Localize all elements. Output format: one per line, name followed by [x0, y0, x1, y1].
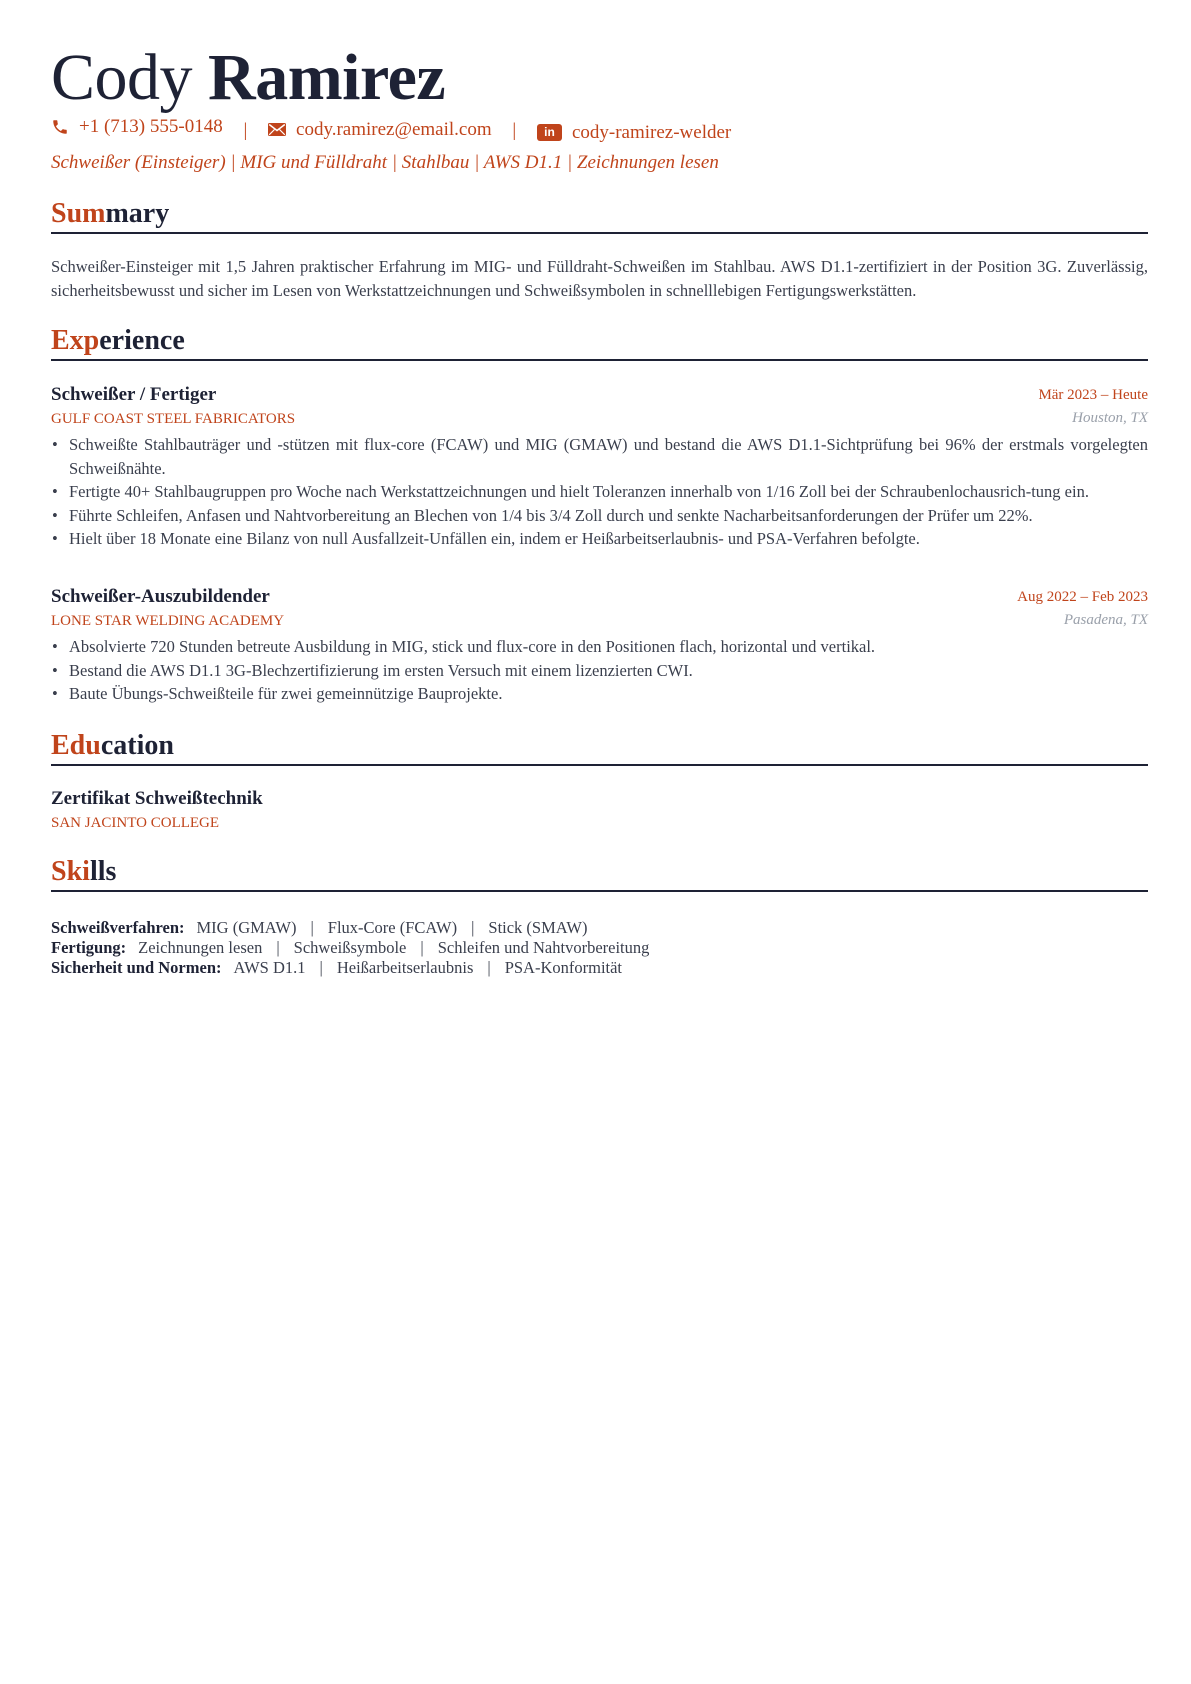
skill-item: AWS D1.1 [233, 958, 306, 977]
heading-accent: Exp [51, 325, 100, 356]
job-company: GULF COAST STEEL FABRICATORS [51, 411, 296, 427]
heading-accent: Edu [51, 730, 101, 761]
skill-separator: | [319, 958, 323, 977]
heading-rest: mary [105, 198, 170, 229]
tagline: Schweißer (Einsteiger) | MIG und Fülldraht | Stahlbau | AWS D1.1 | Zeichnungen lesen [51, 152, 719, 173]
list-item: • Bestand die AWS D1.1 3G-Blechzertifizierung im ersten Versuch mit einem lizenzierten CWI. [51, 659, 1148, 683]
list-item: • Absolvierte 720 Stunden betreute Ausbildung in MIG, stick und flux-core in den Positionen flach, horizontal und vertikal. [51, 635, 1148, 659]
section-heading-education [51, 728, 1148, 766]
job-dates: Aug 2022 – Feb 2023 [1017, 589, 1148, 605]
linkedin-icon: in [537, 124, 562, 141]
email-text: cody.ramirez@email.com [296, 118, 492, 140]
skill-row [51, 938, 1148, 958]
job-bullets [51, 433, 1148, 551]
mail-icon [268, 123, 286, 136]
skill-category: Schweißverfahren: [51, 918, 185, 937]
summary-text: Schweißer-Einsteiger mit 1,5 Jahren praktischer Erfahrung im MIG- und Fülldraht-Schweißen im Stahlbau. AWS D1.1-zertifiziert in der Position 3G. Zuverlässig, sicherheitsbewusst und sicher im Lesen von Werkstattzeichnungen und Schweißsymbolen in schnelllebigen Fertigungswerkstätten. [51, 257, 1148, 300]
job-title: Schweißer / Fertiger [51, 384, 217, 405]
list-item: • Führte Schleifen, Anfasen und Nahtvorbereitung an Blechen von 1/4 bis 3/4 Zoll durch und senkte Nacharbeitsanforderungen der Prüfer um 22%. [51, 504, 1148, 528]
skill-item: Heißarbeitserlaubnis [336, 958, 474, 977]
skill-separator: | [487, 958, 491, 977]
skill-item: Schleifen und Nahtvorbereitung [437, 938, 650, 957]
job-dates: Mär 2023 – Heute [1038, 387, 1148, 403]
candidate-name [51, 38, 445, 118]
list-item: • Baute Übungs-Schweißteile für zwei gemeinnützige Bauprojekte. [51, 682, 1148, 706]
skills-list [51, 918, 1148, 978]
skill-item: Flux-Core (FCAW) [327, 918, 458, 937]
skill-separator: | [310, 918, 314, 937]
skill-separator: | [276, 938, 280, 957]
section-heading-experience [51, 323, 1148, 361]
skill-item: Schweißsymbole [293, 938, 407, 957]
heading-rest: erience [99, 325, 185, 356]
skill-separator: | [471, 918, 475, 937]
skill-category: Fertigung: [51, 938, 127, 957]
contact-phone[interactable] [51, 112, 223, 142]
skill-item: PSA-Konformität [504, 958, 623, 977]
job-location: Pasadena, TX [1063, 612, 1148, 628]
heading-accent: Ski [51, 856, 90, 887]
skill-category: Sicherheit und Normen: [51, 958, 222, 977]
contact-email[interactable] [268, 115, 492, 145]
skill-item: MIG (GMAW) [196, 918, 297, 937]
school-name: SAN JACINTO COLLEGE [51, 815, 220, 831]
skill-item: Stick (SMAW) [488, 918, 588, 937]
first-name: Cody [51, 41, 193, 114]
skill-row [51, 918, 1148, 938]
list-item: • Schweißte Stahlbauträger und -stützen mit flux-core (FCAW) und MIG (GMAW) und bestand die AWS D1.1-Sichtprüfung bei 96% der erstmals vorgelegten Schweißnähte. [51, 433, 1148, 480]
job-title: Schweißer-Auszubildender [51, 586, 270, 607]
contact-line [51, 112, 731, 142]
job-company: LONE STAR WELDING ACADEMY [51, 613, 285, 629]
degree-title: Zertifikat Schweißtechnik [51, 788, 263, 809]
list-item: • Fertigte 40+ Stahlbaugruppen pro Woche nach Werkstattzeichnungen und hielt Toleranzen innerhalb von 1/16 Zoll bei der Schraubenlochausrich-tung ein. [51, 480, 1148, 504]
phone-icon [51, 118, 69, 136]
skill-separator: | [420, 938, 424, 957]
last-name: Ramirez [208, 41, 446, 114]
heading-rest: lls [89, 856, 117, 887]
skill-row [51, 958, 1148, 978]
heading-accent: Sum [51, 198, 106, 229]
phone-text: +1 (713) 555-0148 [79, 116, 223, 137]
section-heading-summary [51, 196, 1148, 234]
skill-item: Zeichnungen lesen [138, 938, 263, 957]
contact-linkedin[interactable] [537, 118, 731, 148]
contact-separator: | [243, 120, 248, 141]
linkedin-text: cody-ramirez-welder [571, 121, 732, 143]
job-bullets [51, 635, 1148, 706]
list-item: • Hielt über 18 Monate eine Bilanz von null Ausfallzeit-Unfällen ein, indem er Heißarbeitserlaubnis- und PSA-Verfahren befolgte. [51, 527, 1148, 551]
job-location: Houston, TX [1072, 410, 1148, 426]
section-heading-skills [51, 854, 1148, 892]
contact-separator: | [512, 120, 517, 141]
heading-rest: cation [100, 730, 174, 761]
